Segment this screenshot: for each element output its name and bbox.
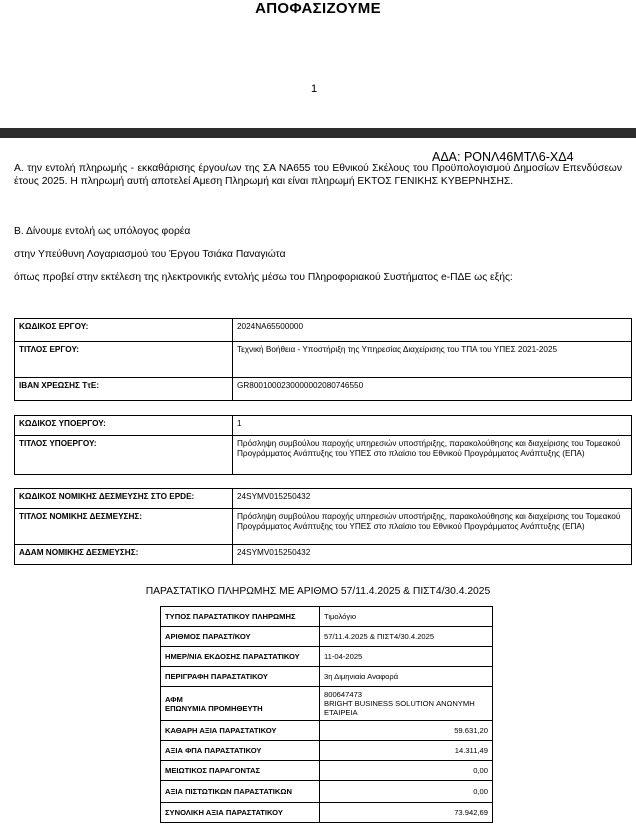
project-title-label: ΤΙΤΛΟΣ ΕΡΓΟΥ: (15, 342, 233, 378)
doc-number-label: ΑΡΙΘΜΟΣ ΠΑΡΑΣΤ/ΚΟΥ (161, 627, 320, 647)
table-row (161, 687, 493, 721)
doc-date-value: 11-04-2025 (320, 647, 493, 667)
iban-value: GR8001000230000002080746550 (233, 378, 632, 401)
supplier-labels (161, 687, 320, 721)
subproject-table (14, 415, 632, 475)
adam-label: ΑΔΑΜ ΝΟΜΙΚΗΣ ΔΕΣΜΕΥΣΗΣ: (15, 545, 233, 565)
table-row (15, 319, 632, 342)
table-row (161, 803, 493, 823)
page-number: 1 (310, 83, 318, 95)
ada-code: ΑΔΑ: ΡΟΝΛ46ΜΤΛ6-ΧΔ4 (432, 150, 574, 164)
vat-value: 14.311,49 (320, 741, 493, 761)
project-table (14, 318, 632, 401)
payment-doc-title: ΠΑΡΑΣΤΑΤΙΚΟ ΠΛΗΡΩΜΗΣ ΜΕ ΑΡΙΘΜΟ 57/11.4.2025 & ΠΙΣΤ4/30.4.2025 (145, 586, 491, 597)
table-row (161, 627, 493, 647)
doc-number-value: 57/11.4.2025 & ΠΙΣΤ4/30.4.2025 (320, 627, 493, 647)
reduction-value: 0,00 (320, 761, 493, 781)
payment-doc-table (160, 606, 493, 823)
project-code-label: ΚΩΔΙΚΟΣ ΕΡΓΟΥ: (15, 319, 233, 342)
doc-desc-label: ΠΕΡΙΓΡΑΦΗ ΠΑΡΑΣΤΑΤΙΚΟΥ (161, 667, 320, 687)
supplier-value: BRIGHT BUSINESS SOLUTION ΑΝΩΝΥΜΗ ΕΤΑΙΡΕΙΑ (324, 699, 475, 717)
table-row (161, 667, 493, 687)
project-title-value: Τεχνική Βοήθεια - Υποστήριξη της Υπηρεσίας Διαχείρισης του ΤΠΑ του ΥΠΕΣ 2021-2025 (233, 342, 632, 378)
total-value: 73.942,69 (320, 803, 493, 823)
reduction-label: ΜΕΙΩΤΙΚΟΣ ΠΑΡΑΓΟΝΤΑΣ (161, 761, 320, 781)
page-title: ΑΠΟΦΑΣΙΖΟΥΜΕ (255, 0, 381, 17)
supplier-values (320, 687, 493, 721)
doc-date-label: ΗΜΕΡ/ΝΙΑ ΕΚΔΟΣΗΣ ΠΑΡΑΣΤΑΤΙΚΟΥ (161, 647, 320, 667)
table-row (161, 761, 493, 781)
paragraph-a: Α. την εντολή πληρωμής - εκκαθάρισης έργου/ων της ΣΑ ΝΑ655 του Εθνικού Σκέλους του Προϋπολογισμού Δημοσίων Επενδύσεων έτους 2025. Η πληρωμή αυτή αποτελεί Αμεση Πληρωμή και είναι πληρωμή ΕΚΤΟΣ ΓΕΝΙΚΗΣ ΚΥΒΕΡΝΗΣΗΣ. (14, 163, 622, 187)
subproject-title-value: Πρόσληψη συμβούλου παροχής υπηρεσιών υποστήριξης, παρακολούθησης και διαχείρισης του Τομεακού Προγράμματος Ανάπτυξης του ΥΠΕΣ στο πλαίσιο του Εθνικού Προγράμματος Ανάπτυξης (ΕΠΑ) (233, 436, 632, 475)
iban-label: ΙΒΑΝ ΧΡΕΩΣΗΣ ΤτΕ: (15, 378, 233, 401)
commitment-code-value: 24SYMV015250432 (233, 489, 632, 509)
table-row (15, 545, 632, 565)
net-value: 59.631,20 (320, 721, 493, 741)
commitment-title-label: ΤΙΤΛΟΣ ΝΟΜΙΚΗΣ ΔΕΣΜΕΥΣΗΣ: (15, 509, 233, 545)
paragraph-b-line1: Β. Δίνουμε εντολή ως υπόλογος φορέα (14, 226, 191, 237)
project-code-value: 2024ΝΑ65500000 (233, 319, 632, 342)
table-row (161, 607, 493, 627)
table-row (15, 509, 632, 545)
subproject-code-label: ΚΩΔΙΚΟΣ ΥΠΟΕΡΓΟΥ: (15, 416, 233, 436)
credit-label: ΑΞΙΑ ΠΙΣΤΩΤΙΚΩΝ ΠΑΡΑΣΤΑΤΙΚΩΝ (161, 781, 320, 803)
table-row (15, 489, 632, 509)
table-row (15, 378, 632, 401)
commitment-title-value: Πρόσληψη συμβούλου παροχής υπηρεσιών υποστήριξης, παρακολούθησης και διαχείρισης του Τομεακού Προγράμματος Ανάπτυξης του ΥΠΕΣ στο πλαίσιο του Εθνικού Προγράμματος Ανάπτυξης (ΕΠΑ) (233, 509, 632, 545)
vat-label: ΑΞΙΑ ΦΠΑ ΠΑΡΑΣΤΑΤΙΚΟΥ (161, 741, 320, 761)
afm-value: 800647473 (324, 690, 363, 699)
doc-type-label: ΤΥΠΟΣ ΠΑΡΑΣΤΑΤΙΚΟΥ ΠΛΗΡΩΜΗΣ (161, 607, 320, 627)
table-row (15, 342, 632, 378)
adam-value: 24SYMV015250432 (233, 545, 632, 565)
table-row (161, 741, 493, 761)
net-value-label: ΚΑΘΑΡΗ ΑΞΙΑ ΠΑΡΑΣΤΑΤΙΚΟΥ (161, 721, 320, 741)
paragraph-b-line2: στην Υπεύθυνη Λογαριασμού του Έργου Τσιάκα Παναγιώτα (14, 249, 286, 260)
table-row (161, 781, 493, 803)
table-row (161, 647, 493, 667)
doc-desc-value: 3η Διμηνιαία Αναφορά (320, 667, 493, 687)
subproject-title-label: ΤΙΤΛΟΣ ΥΠΟΕΡΓΟΥ: (15, 436, 233, 475)
table-row (15, 436, 632, 475)
commitment-table (14, 488, 632, 565)
credit-value: 0,00 (320, 781, 493, 803)
table-row (161, 721, 493, 741)
doc-type-value: Τιμολόγιο (320, 607, 493, 627)
table-row (15, 416, 632, 436)
commitment-code-label: ΚΩΔΙΚΟΣ ΝΟΜΙΚΗΣ ΔΕΣΜΕΥΣΗΣ ΣΤΟ ΕΡDΕ: (15, 489, 233, 509)
subproject-code-value: 1 (233, 416, 632, 436)
paragraph-b-line3: όπως προβεί στην εκτέλεση της ηλεκτρονικής εντολής μέσω του Πληροφοριακού Συστήματος e-ΠΔΕ ως εξής: (14, 272, 513, 283)
total-label: ΣΥΝΟΛΙΚΗ ΑΞΙΑ ΠΑΡΑΣΤΑΤΙΚΟΥ (161, 803, 320, 823)
afm-label: ΑΦΜ (165, 694, 183, 704)
header-band (0, 128, 636, 138)
supplier-label: ΕΠΩΝΥΜΙΑ ΠΡΟΜΗΘΕΥΤΗ (165, 703, 263, 713)
